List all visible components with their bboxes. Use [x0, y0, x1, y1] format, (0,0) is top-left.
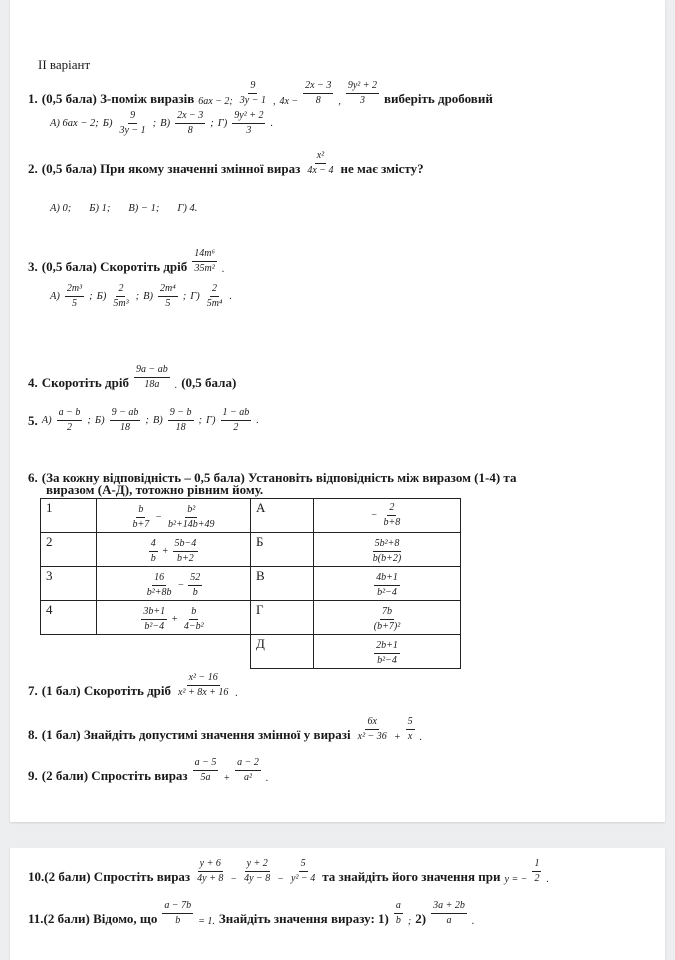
math-text: В) − 1;: [128, 203, 160, 214]
fraction: [374, 640, 400, 667]
answer-expression: [314, 499, 461, 533]
row-expression: [97, 499, 251, 533]
question-text: 9.: [28, 768, 38, 783]
expression: [370, 538, 404, 565]
math-text: ;: [152, 118, 157, 129]
math-text: +: [171, 614, 178, 625]
denominator: 2: [67, 422, 73, 433]
denominator: b: [395, 915, 401, 926]
math-text: .: [471, 916, 475, 927]
numerator: a − b: [57, 407, 83, 421]
numerator: 4b+1: [374, 572, 400, 586]
denominator: 5m⁴: [206, 298, 223, 309]
row-number: 2: [41, 533, 97, 567]
numerator: x²: [315, 150, 326, 164]
math-text: .: [256, 415, 259, 426]
expression: [144, 572, 204, 599]
numerator: 9 − b: [168, 407, 194, 421]
question-text: (За кожну відповідність – 0,5 бала) Установіть відповідність між виразом (1-4) та: [41, 470, 517, 485]
math-text: −: [230, 874, 238, 885]
denominator: b(b+2): [372, 553, 402, 564]
question-7: [28, 672, 238, 699]
fraction: [117, 110, 147, 137]
denominator: 5a: [200, 772, 211, 783]
denominator: x² + 8x + 16: [178, 687, 229, 698]
denominator: 4x − 4: [307, 165, 334, 176]
question-text: 2): [415, 911, 427, 926]
answer-letter: Д: [251, 635, 314, 669]
numerator: 9a − ab: [134, 364, 170, 378]
fraction: [232, 110, 265, 137]
denominator: b²−4: [377, 655, 397, 666]
answer-letter: В: [251, 567, 314, 601]
numerator: a − 2: [235, 757, 261, 771]
table-row: [41, 499, 461, 533]
numerator: 2x − 3: [303, 80, 333, 94]
question-text: 7.: [28, 683, 38, 698]
numerator: 6x: [365, 716, 378, 730]
numerator: 1 − ab: [221, 407, 252, 421]
expression: [371, 606, 403, 633]
fraction: [182, 606, 206, 633]
math-text: А): [50, 291, 60, 302]
math-text: −: [277, 874, 285, 885]
denominator: x: [407, 731, 413, 742]
numerator: b: [136, 504, 145, 518]
denominator: 18: [120, 422, 130, 433]
fraction: [238, 80, 268, 107]
question-text: 3.: [28, 259, 38, 274]
numerator: x² − 16: [187, 672, 220, 686]
numerator: 16: [152, 572, 166, 586]
question-text: 10.(2 бали) Спростіть вираз: [28, 869, 191, 884]
denominator: 3: [246, 125, 252, 136]
question-6-line2: [46, 482, 263, 498]
fraction: [305, 150, 335, 177]
row-number: 4: [41, 601, 97, 635]
numerator: 5: [299, 858, 308, 872]
numerator: 2m³: [65, 283, 84, 297]
question-text: 4.: [28, 375, 38, 390]
numerator: 9 − ab: [110, 407, 141, 421]
denominator: b: [150, 553, 156, 564]
numerator: 2m⁴: [158, 283, 178, 297]
row-number: 3: [41, 567, 97, 601]
question-text: 11.(2 бали) Відомо, що: [28, 911, 158, 926]
math-text: 6ax − 2;: [198, 96, 233, 107]
question-text: 8.: [28, 727, 38, 742]
row-expression: [97, 601, 251, 635]
denominator: 4−b²: [183, 621, 204, 632]
denominator: 35m²: [194, 263, 215, 274]
math-text: .: [235, 688, 238, 699]
expression: [371, 502, 404, 529]
math-text: Г) 4.: [177, 203, 198, 214]
question-text: виразом (А-Д), тотожно рівним йому.: [46, 482, 264, 497]
question-10: [28, 858, 549, 885]
fraction: [532, 858, 541, 885]
math-text: −: [177, 580, 185, 591]
fraction: [158, 283, 178, 310]
denominator: 8: [315, 95, 321, 106]
math-text: ;: [89, 291, 93, 302]
question-text: (2 бали) Спростіть вираз: [41, 768, 188, 783]
math-text: ,: [272, 96, 276, 107]
math-text: .: [174, 380, 178, 391]
numerator: 9y² + 2: [346, 80, 379, 94]
numerator: 2: [387, 502, 396, 516]
math-text: .: [221, 264, 225, 275]
fraction: [131, 504, 152, 531]
question-text: виберіть дробовий: [384, 91, 493, 106]
numerator: 9: [248, 80, 257, 94]
question-text: (1 бал) Скоротіть дріб: [41, 683, 172, 698]
answer-expression: [314, 601, 461, 635]
numerator: 3a + 2b: [431, 900, 467, 914]
denominator: 18: [175, 422, 186, 433]
fraction: [356, 716, 389, 743]
denominator: 3: [359, 95, 365, 106]
denominator: x² − 36: [357, 731, 387, 742]
numerator: 2b+1: [374, 640, 400, 654]
numerator: a − 5: [193, 757, 219, 771]
math-text: ;: [198, 415, 203, 426]
denominator: b²+14b+49: [168, 519, 215, 530]
math-text: −: [155, 512, 162, 523]
denominator: 4y − 8: [244, 873, 271, 884]
fraction: [406, 716, 415, 743]
math-text: = 1.: [198, 916, 215, 927]
question-9: [28, 757, 268, 784]
math-text: А): [41, 415, 52, 426]
fraction: [205, 283, 225, 310]
matching-table: [40, 498, 461, 669]
fraction: [242, 858, 272, 885]
fraction: [303, 80, 333, 107]
expression: [373, 572, 401, 599]
question-text: (0,5 бала): [181, 375, 237, 390]
math-text: Г): [206, 415, 216, 426]
question-text: 5.: [28, 412, 38, 428]
fraction: [65, 283, 84, 310]
question-text: (0,5 бала) При якому значенні змінної вираз: [41, 161, 301, 176]
fraction: [346, 80, 379, 107]
question-11: [28, 900, 474, 927]
denominator: b+7: [132, 519, 150, 530]
expression: [130, 504, 218, 531]
answer-letter: Б: [251, 533, 314, 567]
denominator: b+8: [383, 517, 401, 528]
math-text: ;: [145, 415, 149, 426]
math-text: В): [152, 415, 163, 426]
math-text: А) 0;: [50, 203, 72, 214]
math-text: А) 6ax − 2;: [50, 118, 99, 129]
denominator: (b+7)²: [373, 621, 401, 632]
numerator: 5b−4: [173, 538, 199, 552]
fraction: [371, 538, 403, 565]
question-3-options: [50, 283, 232, 310]
denominator: b+2: [177, 553, 194, 564]
question-text: (0,5 бала) Скоротіть дріб: [41, 259, 188, 274]
fraction: [176, 672, 230, 699]
expression: [148, 538, 200, 565]
fraction: [141, 606, 167, 633]
denominator: 2: [233, 422, 239, 433]
numerator: 2: [210, 283, 219, 297]
fraction: [374, 572, 400, 599]
fraction: [431, 900, 467, 927]
variant-title: II варіант: [38, 57, 91, 72]
math-text: y = −: [504, 874, 528, 885]
denominator: 18a: [144, 379, 160, 390]
table-row: [41, 567, 461, 601]
numerator: 9y² + 2: [232, 110, 265, 124]
numerator: 1: [532, 858, 541, 872]
math-text: .: [229, 291, 233, 302]
fraction: [193, 757, 219, 784]
math-text: 4x −: [279, 96, 299, 107]
question-text: Знайдіть значення виразу: 1): [218, 911, 389, 926]
numerator: 2x − 3: [175, 110, 205, 124]
numerator: y + 2: [245, 858, 270, 872]
row-number: 1: [41, 499, 97, 533]
question-8: [28, 716, 422, 743]
math-text: ;: [407, 916, 412, 927]
question-2: [28, 150, 424, 177]
denominator: 3y − 1: [239, 95, 266, 106]
math-text: ;: [210, 118, 214, 129]
math-text: .: [270, 118, 274, 129]
table-row: [41, 601, 461, 635]
numerator: 5: [406, 716, 415, 730]
numerator: y + 6: [198, 858, 223, 872]
question-2-options: [50, 203, 197, 214]
math-text: .: [265, 773, 269, 784]
math-text: Б): [96, 291, 107, 302]
question-text: 6.: [28, 470, 38, 485]
question-text: та знайдіть його значення при: [322, 869, 501, 884]
math-text: ,: [338, 96, 341, 107]
numerator: a − 7b: [162, 900, 193, 914]
question-3: [28, 248, 224, 275]
table-row: [41, 635, 461, 669]
fraction: [168, 407, 194, 434]
fraction: [289, 858, 317, 885]
math-text: В): [143, 291, 154, 302]
denominator: y² − 4: [291, 873, 316, 884]
question-4-options: [28, 407, 259, 434]
fraction: [175, 110, 205, 137]
fraction: [145, 572, 174, 599]
fraction: [382, 502, 403, 529]
math-text: −: [370, 510, 378, 521]
question-text: (1 бал) Знайдіть допустимі значення змінної у виразі: [41, 727, 351, 742]
answer-letter: А: [251, 499, 314, 533]
math-text: Б): [102, 118, 113, 129]
answer-letter: Г: [251, 601, 314, 635]
fraction: [110, 407, 141, 434]
fraction: [235, 757, 261, 784]
numerator: 52: [188, 572, 202, 586]
denominator: b²−4: [377, 587, 397, 598]
math-text: Г): [190, 291, 200, 302]
fraction: [221, 407, 252, 434]
fraction: [149, 538, 158, 565]
denominator: 8: [187, 125, 193, 136]
numerator: b: [189, 606, 198, 620]
math-text: +: [161, 546, 169, 557]
question-text: Скоротіть дріб: [41, 375, 129, 390]
empty-cell: [41, 635, 251, 669]
denominator: b²−4: [144, 621, 165, 632]
expression: [373, 640, 401, 667]
denominator: a²: [244, 772, 253, 783]
row-expression: [97, 567, 251, 601]
fraction: [372, 606, 402, 633]
denominator: b: [192, 587, 198, 598]
fraction: [162, 900, 193, 927]
numerator: 5b²+8: [373, 538, 402, 552]
math-text: ;: [87, 415, 91, 426]
question-text: не має змісту?: [340, 161, 424, 176]
table-row: [41, 533, 461, 567]
denominator: b: [175, 915, 181, 926]
math-text: Г): [217, 118, 228, 129]
math-text: Б) 1;: [89, 203, 111, 214]
fraction: [188, 572, 202, 599]
numerator: 3b+1: [141, 606, 167, 620]
numerator: b²: [185, 504, 197, 518]
numerator: a: [394, 900, 403, 914]
fraction: [57, 407, 83, 434]
denominator: 2: [534, 873, 540, 884]
fraction: [192, 248, 217, 275]
answer-expression: [314, 533, 461, 567]
answer-expression: [314, 635, 461, 669]
numerator: 4: [149, 538, 158, 552]
numerator: 14m⁶: [192, 248, 217, 262]
fraction: [111, 283, 130, 310]
math-text: ;: [135, 291, 140, 302]
math-text: ;: [182, 291, 187, 302]
question-text: 2.: [28, 161, 38, 176]
math-text: +: [393, 732, 401, 743]
denominator: 5: [165, 298, 171, 309]
math-text: В): [160, 118, 171, 129]
question-text: 1.: [28, 91, 38, 106]
fraction: [173, 538, 199, 565]
fraction: [166, 504, 217, 531]
expression: [140, 606, 206, 633]
row-expression: [97, 533, 251, 567]
denominator: 4y + 8: [197, 873, 224, 884]
math-text: +: [223, 773, 231, 784]
answer-expression: [314, 567, 461, 601]
denominator: 5: [72, 298, 78, 309]
question-4: [28, 364, 236, 391]
denominator: 5m³: [113, 298, 129, 309]
fraction: [394, 900, 403, 927]
numerator: 7b: [380, 606, 394, 620]
fraction: [195, 858, 225, 885]
math-text: Б): [94, 415, 105, 426]
denominator: 3y − 1: [119, 125, 146, 136]
fraction: [134, 364, 170, 391]
math-text: .: [546, 874, 549, 885]
question-1: [28, 80, 493, 107]
denominator: b²+8b: [146, 587, 172, 598]
math-text: .: [419, 732, 423, 743]
numerator: 2: [116, 283, 125, 297]
question-1-options: [50, 110, 273, 137]
numerator: 9: [128, 110, 137, 124]
denominator: a: [446, 915, 452, 926]
question-text: (0,5 бала) З-поміж виразів: [41, 91, 195, 106]
